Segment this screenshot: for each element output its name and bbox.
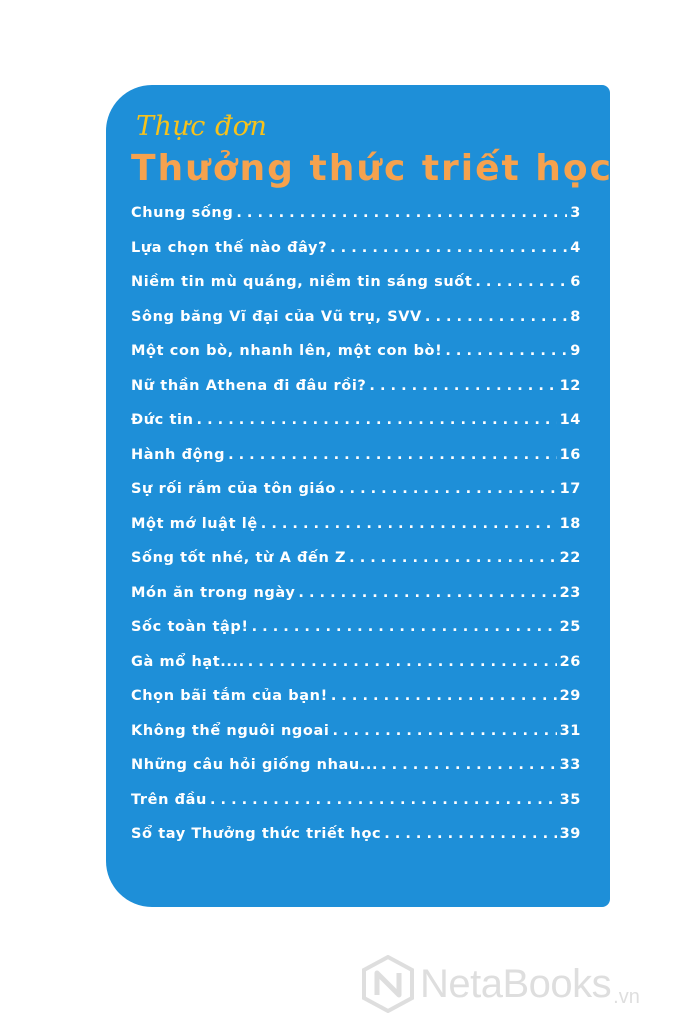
toc-entry-page-number: 18 xyxy=(559,515,581,532)
toc-entry-page-number: 8 xyxy=(570,308,581,325)
toc-entry-title: Trên đầu xyxy=(131,791,207,808)
toc-entry[interactable] xyxy=(131,585,581,620)
netabooks-logo-icon xyxy=(362,955,414,1013)
toc-dot-leader xyxy=(369,378,556,394)
toc-entry[interactable] xyxy=(131,205,581,240)
toc-entry-page-number: 25 xyxy=(559,619,581,635)
toc-entry[interactable] xyxy=(131,723,581,758)
toc-dot-leader xyxy=(197,412,557,428)
menu-kicker: Thực đơn xyxy=(136,111,268,142)
toc-entry-title: Không thể nguôi ngoai xyxy=(131,722,330,739)
toc-list xyxy=(131,205,581,861)
toc-dot-leader xyxy=(475,274,567,290)
toc-entry-title: Sống tốt nhé, từ A đến Z xyxy=(131,550,347,566)
toc-dot-leader xyxy=(252,619,557,635)
toc-entry[interactable] xyxy=(131,412,581,447)
table-of-contents-card xyxy=(106,85,613,907)
toc-dot-leader xyxy=(384,826,556,842)
watermark-brand: NetaBooks xyxy=(420,962,612,1006)
toc-entry[interactable] xyxy=(131,757,581,792)
toc-entry-page-number: 12 xyxy=(559,377,581,394)
toc-entry-page-number: 22 xyxy=(559,550,581,566)
toc-dot-leader xyxy=(339,481,557,497)
toc-dot-leader xyxy=(228,447,557,463)
toc-dot-leader xyxy=(332,723,556,739)
toc-entry-page-number: 31 xyxy=(559,722,581,739)
toc-entry-title: Sốc toàn tập! xyxy=(131,619,249,635)
toc-entry-page-number: 35 xyxy=(559,791,581,808)
toc-entry[interactable] xyxy=(131,309,581,344)
toc-entry-title: Đức tin xyxy=(131,412,194,428)
toc-dot-leader xyxy=(236,205,567,221)
toc-entry[interactable] xyxy=(131,378,581,413)
toc-entry-title: Hành động xyxy=(131,446,226,463)
toc-entry-title: Sự rối rắm của tôn giáo xyxy=(131,481,336,497)
toc-entry-title: Một mớ luật lệ xyxy=(131,515,258,532)
toc-entry[interactable] xyxy=(131,447,581,482)
toc-entry[interactable] xyxy=(131,688,581,723)
toc-entry-title: Những câu hỏi giống nhau... xyxy=(131,757,379,773)
toc-entry[interactable] xyxy=(131,516,581,551)
toc-entry-title: Chọn bãi tắm của bạn! xyxy=(131,688,328,704)
toc-entry-title: Món ăn trong ngày xyxy=(131,584,296,601)
toc-entry-title: Nữ thần Athena đi đâu rồi? xyxy=(131,377,367,394)
toc-entry-page-number: 17 xyxy=(559,481,581,497)
toc-entry[interactable] xyxy=(131,792,581,827)
toc-entry[interactable] xyxy=(131,619,581,654)
toc-entry-title: Lựa chọn thế nào đây? xyxy=(131,239,328,256)
toc-entry-title: Gà mổ hạt.... xyxy=(131,653,245,670)
toc-entry[interactable] xyxy=(131,550,581,585)
toc-entry-title: Sông băng Vĩ đại của Vũ trụ, SVV xyxy=(131,308,422,325)
toc-entry-title: Chung sống xyxy=(131,205,234,221)
toc-dot-leader xyxy=(445,343,567,359)
toc-dot-leader xyxy=(331,688,557,704)
toc-dot-leader xyxy=(298,585,556,601)
toc-entry[interactable] xyxy=(131,240,581,275)
toc-dot-leader xyxy=(425,309,567,325)
toc-dot-leader xyxy=(330,240,567,256)
toc-entry-page-number: 4 xyxy=(570,239,581,256)
toc-entry-title: Một con bò, nhanh lên, một con bò! xyxy=(131,343,443,359)
toc-entry[interactable] xyxy=(131,481,581,516)
toc-entry-title: Niềm tin mù quáng, niềm tin sáng suốt xyxy=(131,274,473,290)
watermark xyxy=(362,955,640,1013)
toc-entry-page-number: 14 xyxy=(559,412,581,428)
toc-dot-leader xyxy=(261,516,557,532)
toc-entry-page-number: 23 xyxy=(559,584,581,601)
toc-dot-leader xyxy=(349,550,556,566)
toc-dot-leader xyxy=(210,792,557,808)
toc-entry-title: Sổ tay Thưởng thức triết học xyxy=(131,826,382,842)
toc-entry-page-number: 16 xyxy=(559,446,581,463)
toc-entry[interactable] xyxy=(131,343,581,378)
toc-entry-page-number: 26 xyxy=(559,653,581,670)
toc-entry-page-number: 6 xyxy=(570,274,581,290)
book-title: Thưởng thức triết học xyxy=(131,148,613,189)
toc-dot-leader xyxy=(248,654,557,670)
toc-entry-page-number: 9 xyxy=(570,343,581,359)
toc-dot-leader xyxy=(381,757,556,773)
toc-entry-page-number: 39 xyxy=(559,826,581,842)
toc-entry[interactable] xyxy=(131,654,581,689)
toc-entry-page-number: 3 xyxy=(570,205,581,221)
toc-entry-page-number: 33 xyxy=(559,757,581,773)
toc-entry[interactable] xyxy=(131,826,581,861)
watermark-suffix: .vn xyxy=(613,986,640,1008)
toc-entry[interactable] xyxy=(131,274,581,309)
toc-entry-page-number: 29 xyxy=(559,688,581,704)
